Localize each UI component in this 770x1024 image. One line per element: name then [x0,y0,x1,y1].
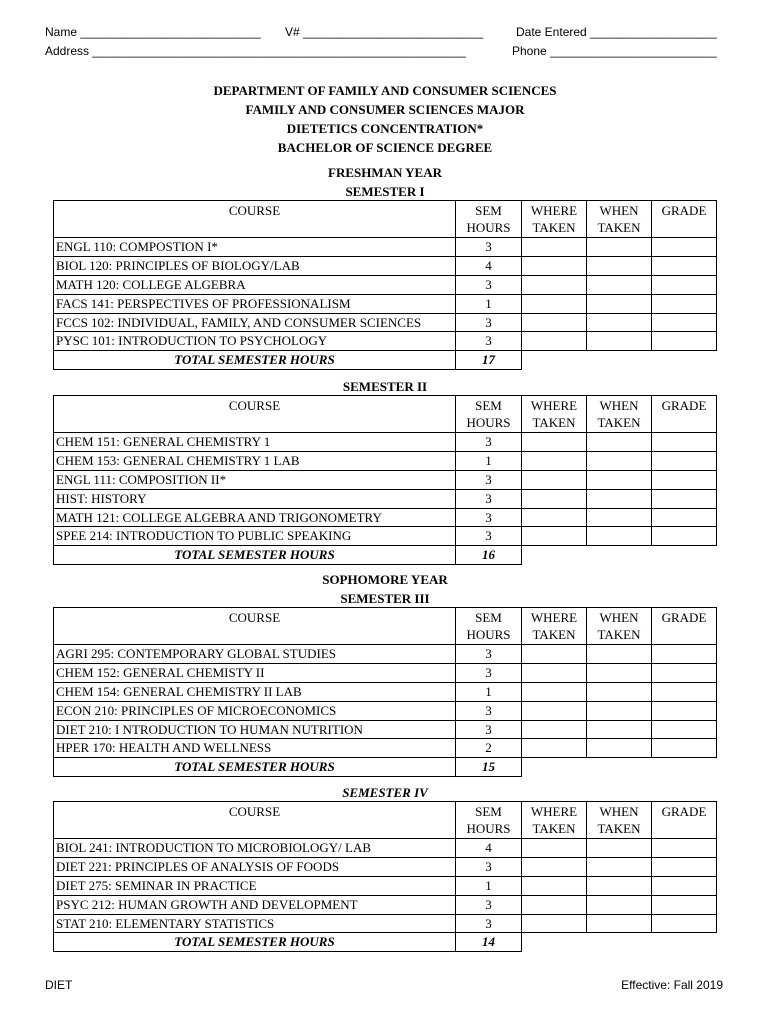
where-taken-cell[interactable] [522,256,587,275]
when-taken-cell[interactable] [587,739,652,758]
sem-hours-column-header: SEM HOURS [456,396,522,433]
document-title [0,81,770,157]
table-row [54,470,717,489]
grade-cell[interactable] [652,720,717,739]
table-row [54,489,717,508]
when-taken-cell[interactable] [587,857,652,876]
freshman-year-heading: FRESHMAN YEAR [328,165,442,180]
table-row [54,739,717,758]
table-row [54,433,717,452]
table-row [54,682,717,701]
empty-cell [522,758,587,777]
when-taken-cell[interactable] [587,895,652,914]
where-taken-cell[interactable] [522,332,587,351]
where-taken-cell[interactable] [522,313,587,332]
course-hours: 3 [456,508,522,527]
semester-3-heading: SEMESTER III [340,591,430,606]
grade-cell[interactable] [652,294,717,313]
when-taken-cell[interactable] [587,451,652,470]
when-taken-cell[interactable] [587,701,652,720]
course-name: DIET 210: I NTRODUCTION TO HUMAN NUTRITION [54,720,456,739]
sem-hours-column-header: SEM HOURS [456,802,522,839]
grade-column-header: GRADE [652,201,717,238]
where-taken-cell[interactable] [522,895,587,914]
semester-3-table [53,607,717,777]
table-row [54,238,717,257]
concentration-title: DIETETICS CONCENTRATION* [286,121,484,136]
course-column-header: COURSE [54,608,456,645]
where-taken-cell[interactable] [522,489,587,508]
degree-title: BACHELOR OF SCIENCE DEGREE [277,140,493,155]
where-taken-cell[interactable] [522,720,587,739]
when-taken-column-header: WHEN TAKEN [587,396,652,433]
where-taken-cell[interactable] [522,645,587,664]
course-name: DIET 221: PRINCIPLES OF ANALYSIS OF FOODS [54,857,456,876]
table-header-row [54,396,717,433]
course-name: AGRI 295: CONTEMPORARY GLOBAL STUDIES [54,645,456,664]
course-name: PSYC 212: HUMAN GROWTH AND DEVELOPMENT [54,895,456,914]
when-taken-cell[interactable] [587,275,652,294]
course-hours: 3 [456,914,522,933]
table-row [54,857,717,876]
course-name: CHEM 151: GENERAL CHEMISTRY 1 [54,433,456,452]
grade-cell[interactable] [652,895,717,914]
where-taken-cell[interactable] [522,701,587,720]
course-name: BIOL 120: PRINCIPLES OF BIOLOGY/LAB [54,256,456,275]
where-taken-cell[interactable] [522,433,587,452]
grade-cell[interactable] [652,839,717,858]
when-taken-cell[interactable] [587,645,652,664]
course-hours: 3 [456,663,522,682]
table-row [54,256,717,275]
table-header-row [54,802,717,839]
total-row [54,351,717,370]
total-row [54,546,717,565]
table-row [54,527,717,546]
course-name: BIOL 241: INTRODUCTION TO MICROBIOLOGY/ LAB [54,839,456,858]
course-hours: 1 [456,682,522,701]
when-taken-cell[interactable] [587,914,652,933]
course-hours: 3 [456,433,522,452]
total-label: TOTAL SEMESTER HOURS [54,546,456,565]
grade-cell[interactable] [652,256,717,275]
grade-cell[interactable] [652,876,717,895]
course-name: ECON 210: PRINCIPLES OF MICROECONOMICS [54,701,456,720]
course-name: CHEM 152: GENERAL CHEMISTY II [54,663,456,682]
course-name: ENGL 111: COMPOSITION II* [54,470,456,489]
date-entered-field[interactable]: Date Entered ___________________ [516,25,717,39]
table-row [54,720,717,739]
table-row [54,332,717,351]
where-taken-cell[interactable] [522,739,587,758]
course-hours: 3 [456,720,522,739]
course-name: MATH 120: COLLEGE ALGEBRA [54,275,456,294]
course-hours: 3 [456,645,522,664]
table-row [54,701,717,720]
empty-cell [587,351,652,370]
grade-cell[interactable] [652,701,717,720]
course-hours: 3 [456,332,522,351]
grade-column-header: GRADE [652,608,717,645]
grade-cell[interactable] [652,663,717,682]
empty-cell [587,546,652,565]
grade-cell[interactable] [652,739,717,758]
where-taken-cell[interactable] [522,275,587,294]
course-column-header: COURSE [54,396,456,433]
course-hours: 3 [456,857,522,876]
where-taken-cell[interactable] [522,839,587,858]
when-taken-cell[interactable] [587,332,652,351]
course-name: SPEE 214: INTRODUCTION TO PUBLIC SPEAKING [54,527,456,546]
table-row [54,839,717,858]
course-name: PYSC 101: INTRODUCTION TO PSYCHOLOGY [54,332,456,351]
course-name: CHEM 153: GENERAL CHEMISTRY 1 LAB [54,451,456,470]
total-row [54,758,717,777]
when-taken-cell[interactable] [587,256,652,275]
course-hours: 3 [456,701,522,720]
course-hours: 4 [456,839,522,858]
course-name: HIST: HISTORY [54,489,456,508]
when-taken-column-header: WHEN TAKEN [587,802,652,839]
grade-cell[interactable] [652,645,717,664]
where-taken-cell[interactable] [522,508,587,527]
course-name: ENGL 110: COMPOSTION I* [54,238,456,257]
where-taken-cell[interactable] [522,470,587,489]
semester-4-heading: SEMESTER IV [342,785,428,800]
table-row [54,645,717,664]
where-taken-cell[interactable] [522,682,587,701]
address-field[interactable]: Address ________________________________________________________ [45,44,467,58]
where-taken-cell[interactable] [522,238,587,257]
course-hours: 3 [456,313,522,332]
where-taken-cell[interactable] [522,857,587,876]
total-label: TOTAL SEMESTER HOURS [54,351,456,370]
v-number-field[interactable]: V# ___________________________ [285,25,484,39]
where-taken-cell[interactable] [522,876,587,895]
footer-effective-date: Effective: Fall 2019 [621,978,723,992]
total-hours: 16 [456,546,522,565]
where-taken-cell[interactable] [522,527,587,546]
total-hours: 14 [456,933,522,952]
when-taken-cell[interactable] [587,876,652,895]
footer-code: DIET [45,978,73,992]
empty-cell [652,758,717,777]
grade-column-header: GRADE [652,802,717,839]
table-row [54,663,717,682]
course-column-header: COURSE [54,201,456,238]
grade-cell[interactable] [652,527,717,546]
grade-column-header: GRADE [652,396,717,433]
name-field[interactable]: Name ___________________________ [45,25,261,39]
sem-hours-column-header: SEM HOURS [456,201,522,238]
grade-cell[interactable] [652,857,717,876]
course-hours: 3 [456,275,522,294]
grade-cell[interactable] [652,489,717,508]
grade-cell[interactable] [652,313,717,332]
course-hours: 3 [456,489,522,508]
course-name: CHEM 154: GENERAL CHEMISTRY II LAB [54,682,456,701]
empty-cell [587,933,652,952]
grade-cell[interactable] [652,433,717,452]
grade-cell[interactable] [652,451,717,470]
empty-cell [587,758,652,777]
course-hours: 1 [456,876,522,895]
total-label: TOTAL SEMESTER HOURS [54,758,456,777]
semester-2-table [53,395,717,565]
sem-hours-column-header: SEM HOURS [456,608,522,645]
when-taken-cell[interactable] [587,839,652,858]
sophomore-year-heading: SOPHOMORE YEAR [322,572,448,587]
grade-cell[interactable] [652,470,717,489]
when-taken-cell[interactable] [587,313,652,332]
empty-cell [652,546,717,565]
where-taken-column-header: WHERE TAKEN [522,802,587,839]
course-hours: 1 [456,294,522,313]
grade-cell[interactable] [652,332,717,351]
when-taken-cell[interactable] [587,527,652,546]
course-hours: 3 [456,527,522,546]
empty-cell [522,933,587,952]
empty-cell [652,351,717,370]
total-hours: 17 [456,351,522,370]
where-taken-cell[interactable] [522,914,587,933]
where-taken-column-header: WHERE TAKEN [522,396,587,433]
empty-cell [522,546,587,565]
course-hours: 2 [456,739,522,758]
course-hours: 1 [456,451,522,470]
when-taken-cell[interactable] [587,489,652,508]
when-taken-cell[interactable] [587,238,652,257]
where-taken-column-header: WHERE TAKEN [522,201,587,238]
department-title: DEPARTMENT OF FAMILY AND CONSUMER SCIENCES [213,83,557,98]
when-taken-cell[interactable] [587,682,652,701]
semester-1-table [53,200,717,370]
grade-cell[interactable] [652,238,717,257]
table-header-row [54,608,717,645]
major-title: FAMILY AND CONSUMER SCIENCES MAJOR [245,102,525,117]
where-taken-cell[interactable] [522,294,587,313]
course-hours: 3 [456,470,522,489]
when-taken-cell[interactable] [587,663,652,682]
table-row [54,294,717,313]
semester-4-table [53,801,717,952]
where-taken-column-header: WHERE TAKEN [522,608,587,645]
empty-cell [522,351,587,370]
grade-cell[interactable] [652,914,717,933]
when-taken-cell[interactable] [587,294,652,313]
course-hours: 3 [456,895,522,914]
phone-field[interactable]: Phone _________________________ [512,44,717,58]
grade-cell[interactable] [652,275,717,294]
when-taken-cell[interactable] [587,433,652,452]
when-taken-cell[interactable] [587,470,652,489]
table-row [54,876,717,895]
course-name: HPER 170: HEALTH AND WELLNESS [54,739,456,758]
semester-2-heading: SEMESTER II [342,379,428,394]
empty-cell [652,933,717,952]
table-row [54,275,717,294]
when-taken-cell[interactable] [587,720,652,739]
semester-1-heading: SEMESTER I [345,184,425,199]
total-hours: 15 [456,758,522,777]
where-taken-cell[interactable] [522,663,587,682]
course-column-header: COURSE [54,802,456,839]
total-row [54,933,717,952]
course-name: FCCS 102: INDIVIDUAL, FAMILY, AND CONSUMER SCIENCES [54,313,456,332]
table-row [54,508,717,527]
when-taken-column-header: WHEN TAKEN [587,201,652,238]
course-hours: 3 [456,238,522,257]
grade-cell[interactable] [652,508,717,527]
table-row [54,914,717,933]
when-taken-column-header: WHEN TAKEN [587,608,652,645]
table-header-row [54,201,717,238]
table-row [54,451,717,470]
course-name: MATH 121: COLLEGE ALGEBRA AND TRIGONOMETRY [54,508,456,527]
course-name: FACS 141: PERSPECTIVES OF PROFESSIONALISM [54,294,456,313]
when-taken-cell[interactable] [587,508,652,527]
where-taken-cell[interactable] [522,451,587,470]
grade-cell[interactable] [652,682,717,701]
total-label: TOTAL SEMESTER HOURS [54,933,456,952]
table-row [54,895,717,914]
table-row [54,313,717,332]
course-hours: 4 [456,256,522,275]
course-name: STAT 210: ELEMENTARY STATISTICS [54,914,456,933]
course-name: DIET 275: SEMINAR IN PRACTICE [54,876,456,895]
